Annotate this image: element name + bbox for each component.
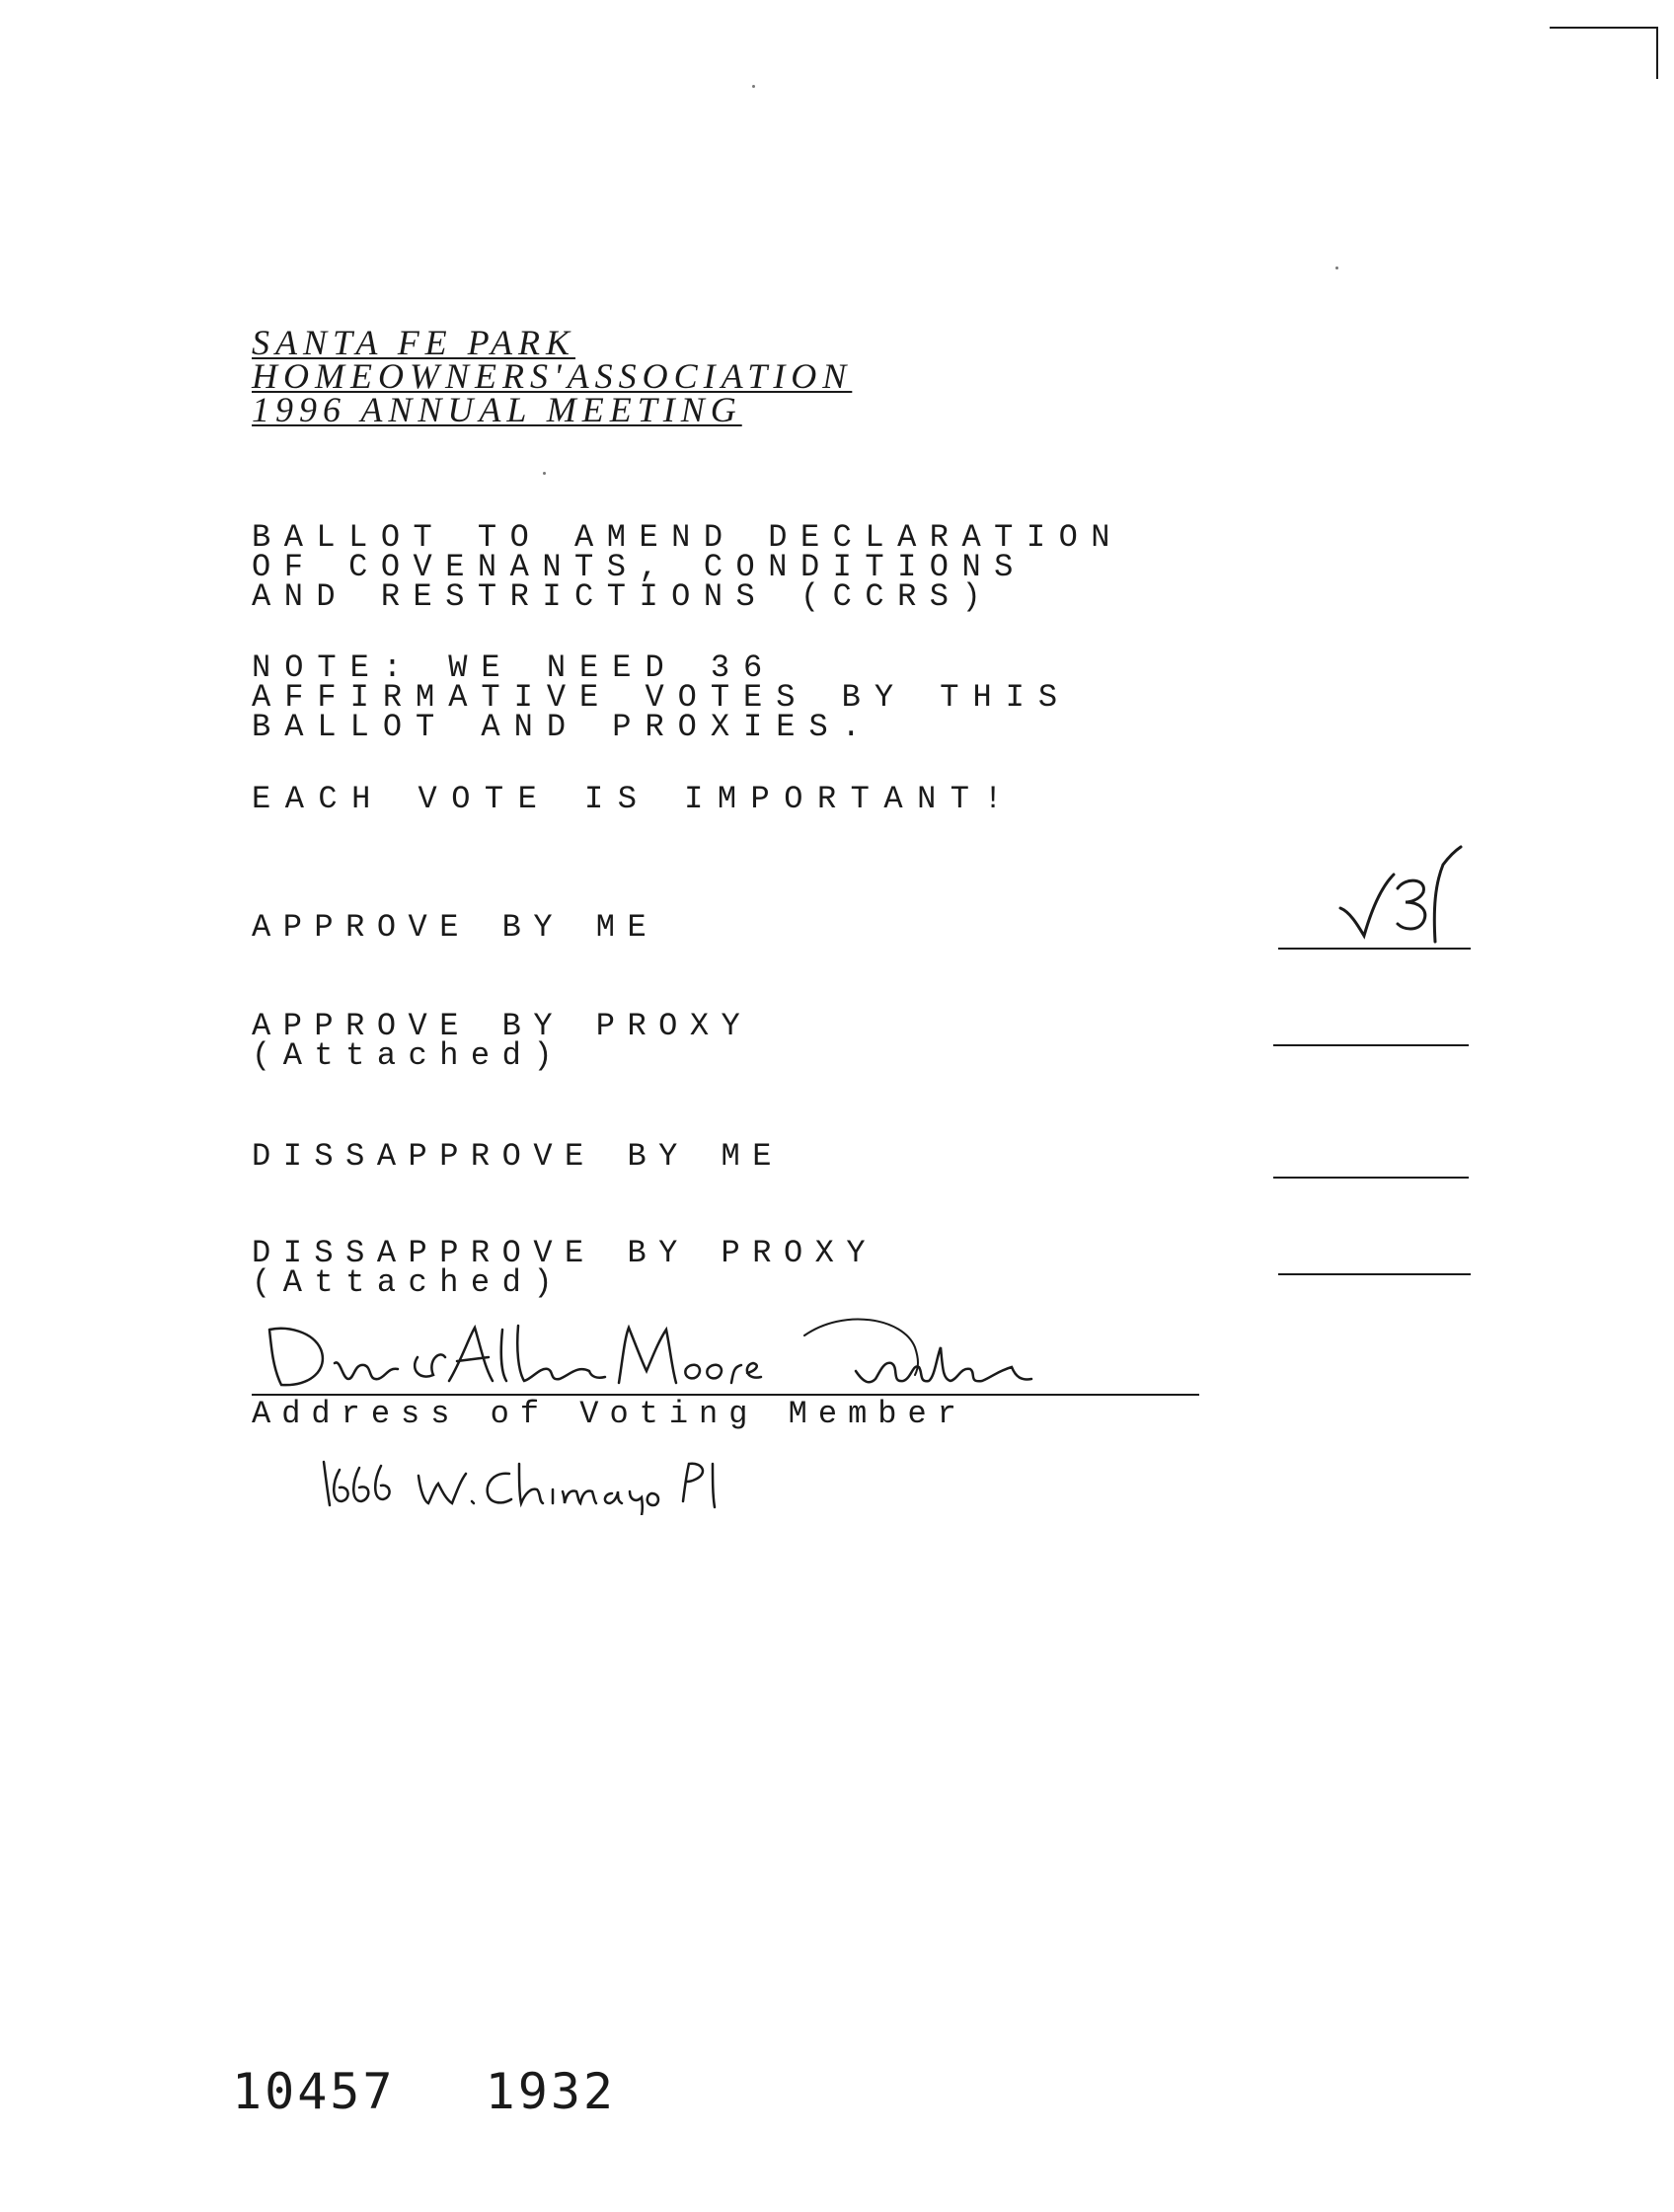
handwritten-signature — [252, 1288, 1101, 1397]
document-number-part-1: 10457 — [232, 2063, 396, 2120]
option-label: APPROVE BY PROXY — [252, 1008, 753, 1044]
scan-speck — [543, 472, 546, 475]
option-disapprove-by-me — [252, 1138, 784, 1175]
handwritten-check-mark — [1332, 839, 1471, 948]
address-label-text: Address of Voting Member — [252, 1396, 967, 1432]
option-label: DISSAPPROVE BY PROXY — [252, 1235, 878, 1271]
header-line-3: 1996 ANNUAL MEETING — [252, 390, 742, 429]
document-number-part-2: 1932 — [485, 2063, 617, 2120]
header-line-1: SANTA FE PARK — [252, 323, 576, 362]
note-line: NOTE: WE NEED 36 — [252, 649, 777, 686]
ballot-title-line: AND RESTRICTIONS (CCRS) — [252, 578, 995, 615]
disapprove-by-proxy-blank[interactable] — [1278, 1273, 1471, 1275]
document-number — [232, 2063, 616, 2120]
ballot-title-line: OF COVENANTS, CONDITIONS — [252, 549, 1027, 585]
option-label: APPROVE BY ME — [252, 909, 659, 946]
option-note: (Attached) — [252, 1037, 566, 1074]
important-text: EACH VOTE IS IMPORTANT! — [252, 781, 1018, 817]
ballot-title-line: BALLOT TO AMEND DECLARATION — [252, 519, 1123, 556]
ballot-title — [252, 519, 1123, 615]
note-line: BALLOT AND PROXIES. — [252, 709, 875, 745]
approve-by-me-blank[interactable] — [1278, 948, 1471, 950]
approve-by-proxy-blank[interactable] — [1273, 1044, 1469, 1046]
association-header — [252, 323, 853, 429]
scan-speck — [752, 85, 755, 88]
option-approve-by-proxy — [252, 1008, 753, 1074]
header-line-2: HOMEOWNERS'ASSOCIATION — [252, 356, 853, 396]
scan-speck — [1335, 267, 1338, 269]
handwritten-address — [316, 1436, 809, 1515]
option-label: DISSAPPROVE BY ME — [252, 1138, 784, 1175]
important-notice — [252, 781, 1018, 817]
option-approve-by-me — [252, 909, 659, 946]
ballot-note — [252, 649, 1072, 745]
address-label — [252, 1396, 967, 1432]
option-note: (Attached) — [252, 1264, 566, 1301]
disapprove-by-me-blank[interactable] — [1273, 1177, 1469, 1179]
corner-crop-mark — [1545, 24, 1663, 83]
note-line: AFFIRMATIVE VOTES BY THIS — [252, 679, 1072, 716]
